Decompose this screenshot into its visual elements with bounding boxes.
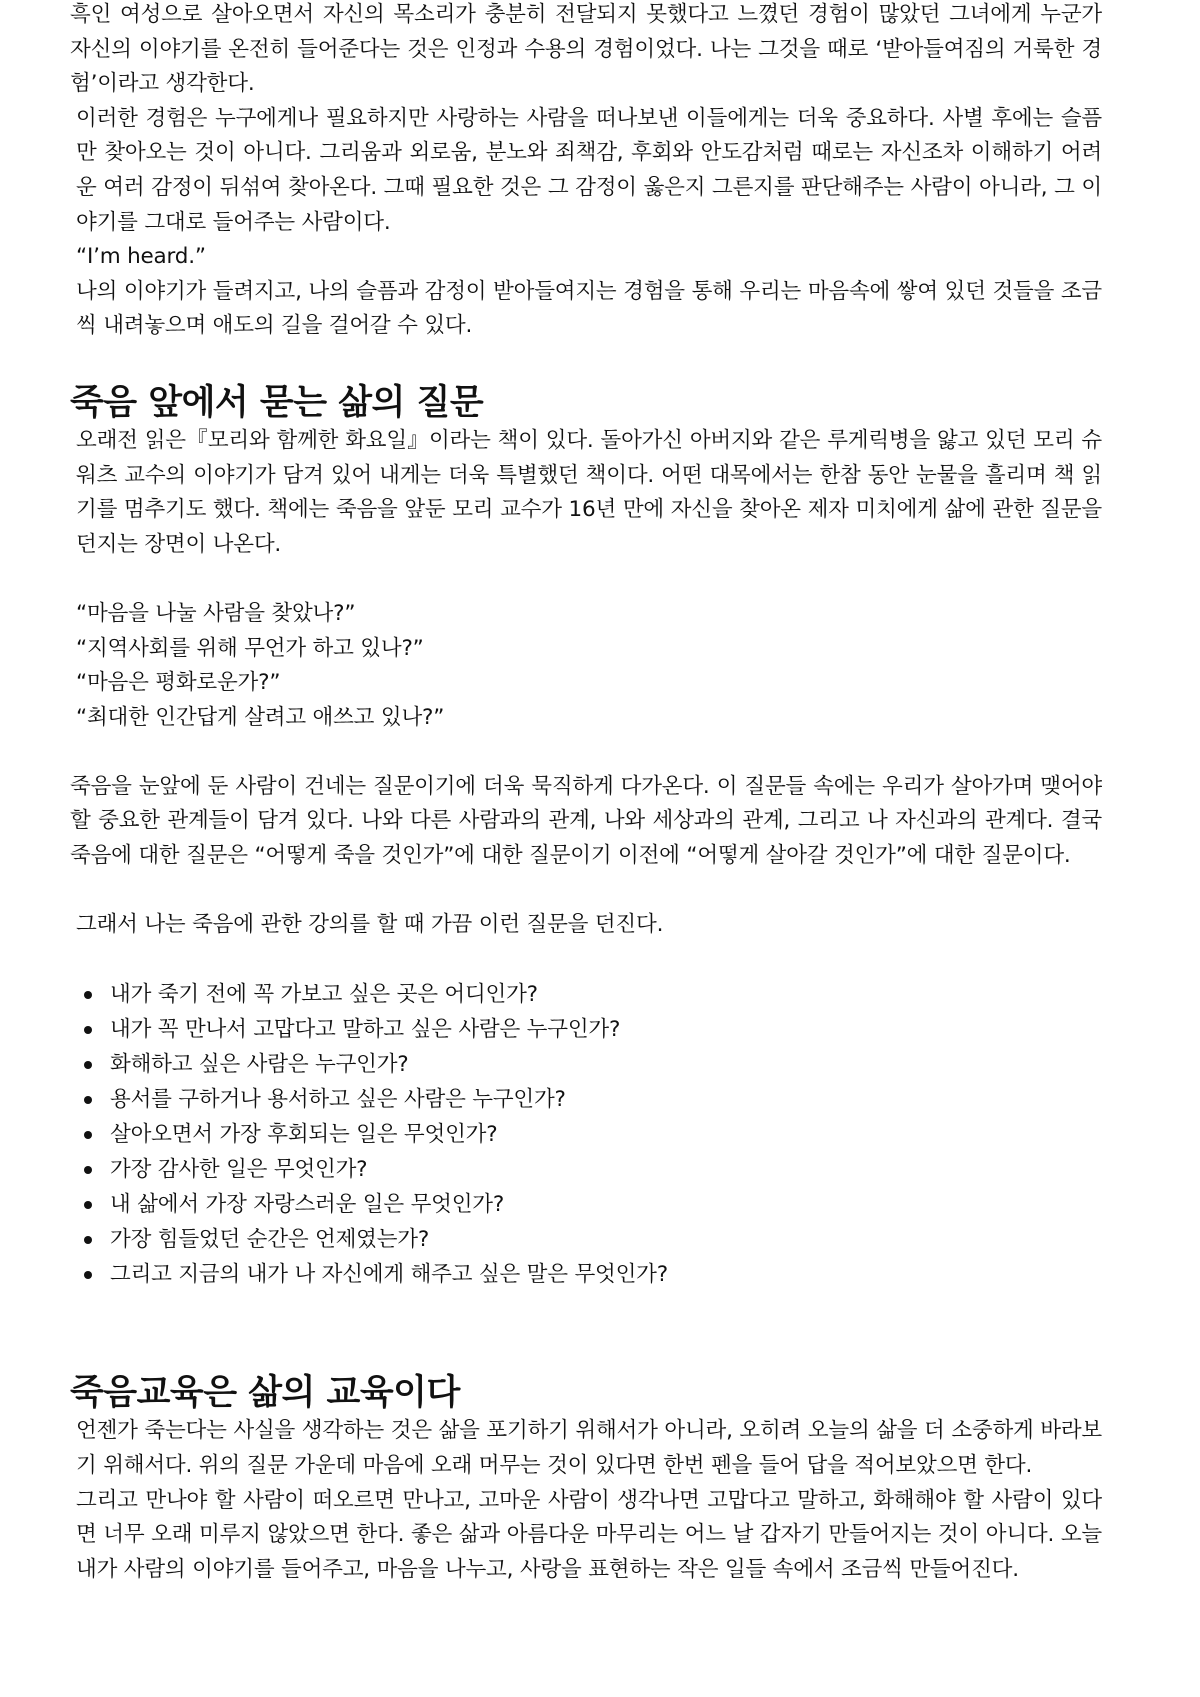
bullet-icon (84, 1166, 92, 1174)
list-item: 내가 죽기 전에 꼭 가보고 싶은 곳은 어디인가? (70, 977, 1102, 1012)
section1-paragraph-2: 죽음을 눈앞에 둔 사람이 건네는 질문이기에 더욱 묵직하게 다가온다. 이 질문들 속에는 우리가 살아가며 맺어야 할 중요한 관계들이 담겨 있다. 나와 다른 사람과의 관계, 나와 세상과의 관계, 그리고 나 자신과의 관계다. 결국 죽음에 대한 질문은 “어떻게 죽을 것인가”에 대한 질문이기 이전에 “어떻게 살아갈 것인가”에 대한 질문이다. (70, 773, 1102, 869)
quote-line: “마음을 나눌 사람을 찾았나?” (76, 600, 356, 626)
list-item: 내가 꼭 만나서 고맙다고 말하고 싶은 사람은 누구인가? (70, 1012, 1102, 1047)
question-list (70, 977, 1102, 1292)
list-item: 그리고 지금의 내가 나 자신에게 해주고 싶은 말은 무엇인가? (70, 1257, 1102, 1292)
bullet-icon (84, 1061, 92, 1069)
list-item: 화해하고 싶은 사람은 누구인가? (70, 1047, 1102, 1082)
bullet-icon (84, 1236, 92, 1244)
section2-paragraph-2: 그리고 만나야 할 사람이 떠오르면 만나고, 고마운 사람이 생각나면 고맙다고 말하고, 화해해야 할 사람이 있다면 너무 오래 미루지 않았으면 한다. 좋은 삶과 아름다운 마무리는 어느 날 갑자기 만들어지는 것이 아니다. 오늘 내가 사람의 이야기를 들어주고, 마음을 나누고, 사랑을 표현하는 작은 일들 속에서 조금씩 만들어진다. (76, 1487, 1102, 1582)
list-item: 용서를 구하거나 용서하고 싶은 사람은 누구인가? (70, 1082, 1102, 1117)
list-item: 가장 힘들었던 순간은 언제였는가? (70, 1222, 1102, 1257)
quote-line: “마음은 평화로운가?” (76, 670, 281, 696)
quote-line: “최대한 인간답게 살려고 애쓰고 있나?” (76, 704, 445, 730)
intro-section (70, 0, 1102, 344)
section-heading: 죽음교육은 삶의 교육이다 (70, 1373, 460, 1414)
bullet-icon (84, 1026, 92, 1034)
bullet-icon (84, 1131, 92, 1139)
section-questions-of-life (70, 380, 1102, 1293)
bullet-icon (84, 1201, 92, 1209)
list-item: 내 삶에서 가장 자랑스러운 일은 무엇인가? (70, 1187, 1102, 1222)
bullet-icon (84, 1096, 92, 1104)
morrie-quotes (70, 597, 1102, 735)
bullet-icon (84, 1271, 92, 1279)
article-page (70, 0, 1102, 1587)
list-item: 가장 감사한 일은 무엇인가? (70, 1152, 1102, 1187)
section2-paragraph-1: 언젠가 죽는다는 사실을 생각하는 것은 삶을 포기하기 위해서가 아니라, 오히려 오늘의 삶을 더 소중하게 바라보기 위해서다. 위의 질문 가운데 마음에 오래 머무는 것이 있다면 한번 펜을 들어 답을 적어보았으면 한다. (76, 1418, 1102, 1479)
section-death-education (70, 1370, 1102, 1587)
intro-paragraph-3: 나의 이야기가 들려지고, 나의 슬픔과 감정이 받아들여지는 경험을 통해 우리는 마음속에 쌓여 있던 것들을 조금씩 내려놓으며 애도의 길을 걸어갈 수 있다. (76, 278, 1102, 339)
section1-paragraph-3: 그래서 나는 죽음에 관한 강의를 할 때 가끔 이런 질문을 던진다. (76, 912, 664, 938)
section1-paragraph-1: 오래전 읽은『모리와 함께한 화요일』이라는 책이 있다. 돌아가신 아버지와 같은 루게릭병을 앓고 있던 모리 슈워츠 교수의 이야기가 담겨 있어 내게는 더욱 특별했던 책이다. 어떤 대목에서는 한참 동안 눈물을 흘리며 책 읽기를 멈추기도 했다. 책에는 죽음을 앞둔 모리 교수가 16년 만에 자신을 찾아온 제자 미치에게 삶에 관한 질문을 던지는 장면이 나온다. (76, 427, 1102, 557)
quote-line: “지역사회를 위해 무언가 하고 있나?” (76, 635, 424, 661)
intro-paragraph-2: 이러한 경험은 누구에게나 필요하지만 사랑하는 사람을 떠나보낸 이들에게는 더욱 중요하다. 사별 후에는 슬픔만 찾아오는 것이 아니다. 그리움과 외로움, 분노와 죄책감, 후회와 안도감처럼 때로는 자신조차 이해하기 어려운 여러 감정이 뒤섞여 찾아온다. 그때 필요한 것은 그 감정이 옳은지 그른지를 판단해주는 사람이 아니라, 그 이야기를 그대로 들어주는 사람이다. (76, 105, 1102, 235)
intro-paragraph-1: 흑인 여성으로 살아오면서 자신의 목소리가 충분히 전달되지 못했다고 느꼈던 경험이 많았던 그녀에게 누군가 자신의 이야기를 온전히 들어준다는 것은 인정과 수용의 경험이었다. 나는 그것을 때로 ‘받아들여짐의 거룩한 경험’이라고 생각한다. (70, 2, 1102, 97)
intro-quote: “I’m heard.” (76, 244, 206, 270)
bullet-icon (84, 991, 92, 999)
section-heading: 죽음 앞에서 묻는 삶의 질문 (70, 382, 484, 423)
list-item: 살아오면서 가장 후회되는 일은 무엇인가? (70, 1117, 1102, 1152)
